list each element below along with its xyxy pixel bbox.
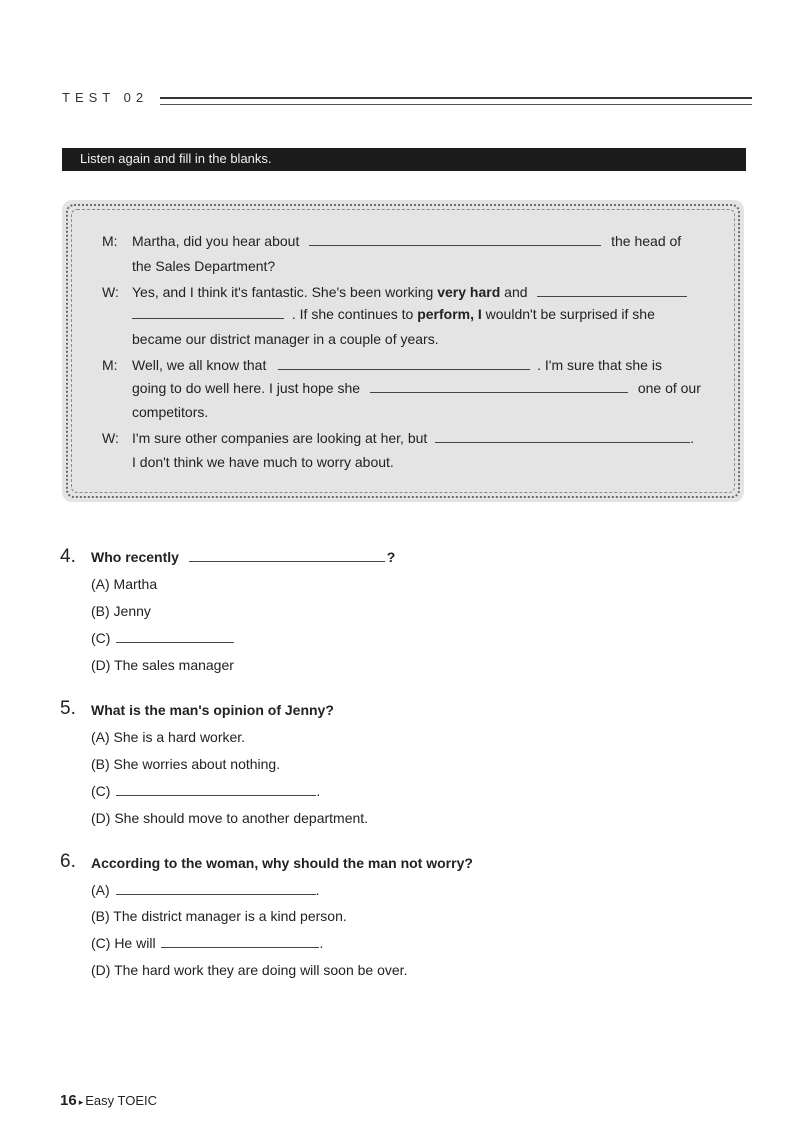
question-number: 5. [60,698,76,719]
answer-option[interactable] [91,630,234,646]
dialogue-text: Well, we all know that [132,357,267,373]
dialogue-bold-text: perform, I [417,306,482,322]
answer-option[interactable] [91,935,323,951]
dialogue-line [132,258,275,274]
book-title: Easy TOEIC [85,1093,157,1108]
test-label: TEST 02 [62,90,149,105]
fill-blank[interactable] [189,549,385,562]
answer-option[interactable]: (B) The district manager is a kind person. [91,908,347,924]
dialogue-text: . I'm sure that she is [537,357,662,373]
instruction-text: Listen again and fill in the blanks. [80,151,272,166]
fill-blank[interactable] [309,233,601,246]
dialogue-line [132,404,208,420]
dialogue-text: I don't think we have much to worry about. [132,454,394,470]
answer-option[interactable]: (B) She worries about nothing. [91,756,281,772]
dialogue-text: . If she continues to [291,306,414,322]
instruction-bar [62,148,746,171]
answer-option[interactable]: (A) Martha [91,576,158,592]
dialogue-line [132,284,687,300]
question-number: 6. [60,851,76,872]
dialogue-line [132,430,694,446]
fill-blank[interactable] [537,284,687,297]
speaker-label: M: [102,357,118,373]
period: . [319,935,324,951]
fill-blank[interactable] [435,430,690,443]
answer-option[interactable] [91,783,320,799]
option-label: (A) [91,882,110,898]
answer-option[interactable]: (B) Jenny [91,603,151,619]
dialogue-bold-text: very hard [437,284,501,300]
dialogue-text: the head of [611,233,682,249]
fill-blank[interactable] [132,306,284,319]
dialogue-line [132,454,394,470]
option-label: (C) [91,630,111,646]
dialogue-text: Yes, and I think it's fantastic. She's been working [132,284,434,300]
question-number: 4. [60,546,76,567]
test-header [62,90,752,106]
period: . [315,882,320,898]
fill-blank[interactable] [116,630,234,643]
dialogue-line [132,380,701,396]
dialogue-text: going to do well here. I just hope she [132,380,361,396]
dialogue-text: . [690,430,695,446]
dialogue-text: one of our [637,380,701,396]
dialogue-text: wouldn't be surprised if she [485,306,655,322]
option-label: (C) He will [91,935,156,951]
speaker-label: M: [102,233,118,249]
fill-blank[interactable] [116,882,316,895]
question-text-part: ? [386,549,396,565]
dialogue-text: and [504,284,528,300]
dialogue-line [132,233,681,249]
dialogue-line [132,357,662,373]
answer-option[interactable]: (D) She should move to another department. [91,810,369,826]
fill-blank[interactable] [278,357,530,370]
page-number: 16 [60,1092,77,1109]
dialogue-text: competitors. [132,404,209,420]
page-footer [60,1092,157,1109]
speaker-label: W: [102,430,119,446]
question-text: What is the man's opinion of Jenny? [91,702,334,718]
period: . [316,783,321,799]
answer-option[interactable]: (D) The sales manager [91,657,234,673]
fill-blank[interactable] [161,935,319,948]
dialogue-text: became our district manager in a couple of years. [132,331,439,347]
fill-blank[interactable] [116,783,316,796]
question-text: According to the woman, why should the man not worry? [91,855,473,871]
dialogue-text: the Sales Department? [132,258,276,274]
speaker-label: W: [102,284,119,300]
answer-option[interactable] [91,882,319,898]
dialogue-text: Martha, did you hear about [132,233,300,249]
option-label: (C) [91,783,111,799]
dialogue-line [132,306,655,322]
header-rule [160,97,752,105]
answer-option[interactable]: (D) The hard work they are doing will soon be over. [91,962,408,978]
question-text-part: Who recently [91,549,179,565]
answer-option[interactable]: (A) She is a hard worker. [91,729,246,745]
fill-blank[interactable] [370,380,628,393]
dialogue-text: I'm sure other companies are looking at her, but [132,430,428,446]
question-text [91,549,395,565]
dialogue-line [132,331,439,347]
arrow-icon: ▸ [78,1097,84,1107]
dialogue-box [62,200,744,502]
